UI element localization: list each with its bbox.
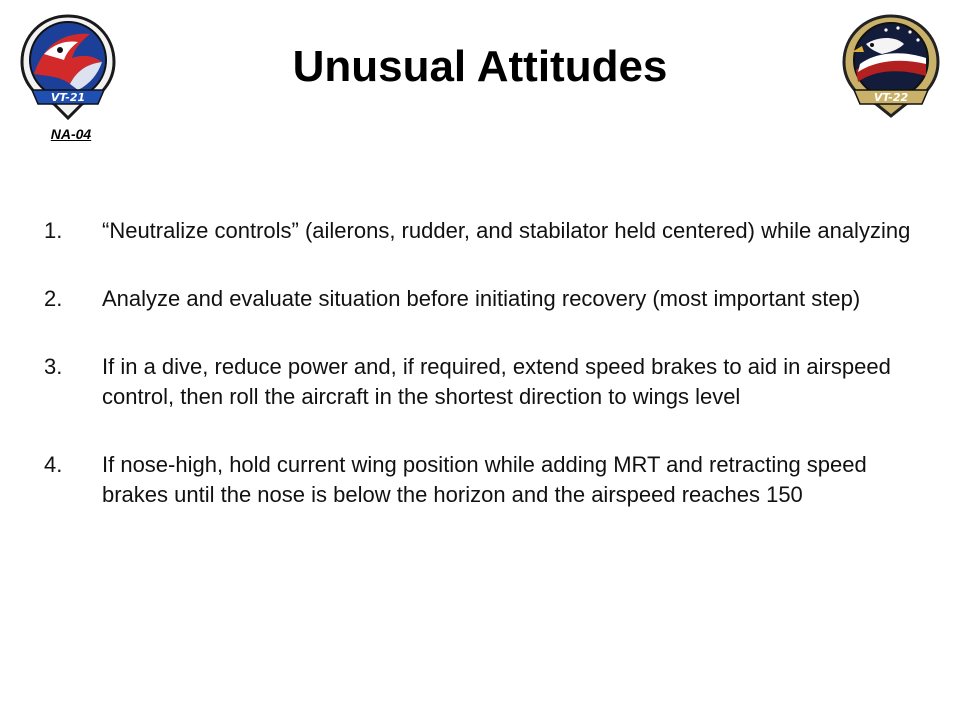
lesson-code: NA-04 <box>50 126 92 142</box>
list-item <box>44 216 914 246</box>
list-item <box>44 352 914 412</box>
steps-list <box>44 216 914 548</box>
step-number: 1. <box>44 218 63 243</box>
vt21-squadron-patch-icon <box>20 14 116 120</box>
step-number: 2. <box>44 286 63 311</box>
step-text: If in a dive, reduce power and, if required, extend speed brakes to aid in airspeed control, then roll the aircraft in the shortest direction to wings level <box>102 354 891 409</box>
step-number: 3. <box>44 354 63 379</box>
vt21-patch-text: VT-21 <box>50 91 86 104</box>
step-text: If nose-high, hold current wing position while adding MRT and retracting speed brakes until the nose is below the horizon and the airspeed reaches 150 <box>102 452 867 507</box>
step-text: Analyze and evaluate situation before initiating recovery (most important step) <box>102 286 861 311</box>
list-item <box>44 450 914 510</box>
step-number: 4. <box>44 452 63 477</box>
page-title: Unusual Attitudes <box>292 42 668 91</box>
step-text: “Neutralize controls” (ailerons, rudder, and stabilator held centered) while analyzing <box>102 218 911 243</box>
vt22-patch-text: VT-22 <box>873 91 909 104</box>
vt22-squadron-patch-icon <box>842 14 940 118</box>
list-item <box>44 284 914 314</box>
